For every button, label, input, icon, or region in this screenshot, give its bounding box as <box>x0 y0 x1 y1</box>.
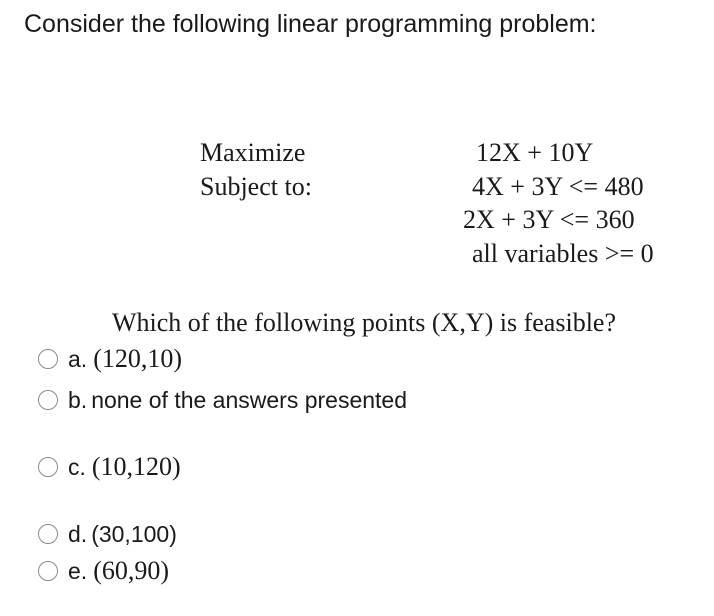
radio-button-icon[interactable] <box>38 457 58 477</box>
constraint-2: 2X + 3Y <= 360 <box>463 205 635 234</box>
option-d[interactable] <box>38 518 177 550</box>
radio-button-icon[interactable] <box>38 561 58 581</box>
question-text: Consider the following linear programming problem: <box>24 10 597 38</box>
radio-button-icon[interactable] <box>38 349 58 369</box>
option-e[interactable] <box>38 555 169 587</box>
option-b[interactable] <box>38 384 407 416</box>
maximize-label: Maximize <box>200 138 306 167</box>
radio-button-icon[interactable] <box>38 390 58 410</box>
subject-to-label: Subject to: <box>200 172 312 201</box>
option-c[interactable] <box>38 451 181 483</box>
option-value: (30,100) <box>91 520 177 547</box>
option-letter: e. <box>68 557 88 584</box>
feasibility-prompt: Which of the following points (X,Y) is feasible? <box>112 308 616 337</box>
option-letter: c. <box>68 453 86 480</box>
option-letter: d. <box>68 520 88 547</box>
option-letter: b. <box>68 386 88 413</box>
option-value: none of the answers presented <box>91 386 408 413</box>
option-letter: a. <box>68 345 88 372</box>
option-value: (10,120) <box>91 452 181 481</box>
constraint-nonnegativity: all variables >= 0 <box>472 239 654 268</box>
option-value: (60,90) <box>93 556 170 585</box>
constraint-1: 4X + 3Y <= 480 <box>472 172 644 201</box>
radio-button-icon[interactable] <box>38 524 58 544</box>
option-a[interactable] <box>38 343 182 375</box>
objective-function: 12X + 10Y <box>476 138 594 167</box>
option-value: (120,10) <box>93 344 183 373</box>
